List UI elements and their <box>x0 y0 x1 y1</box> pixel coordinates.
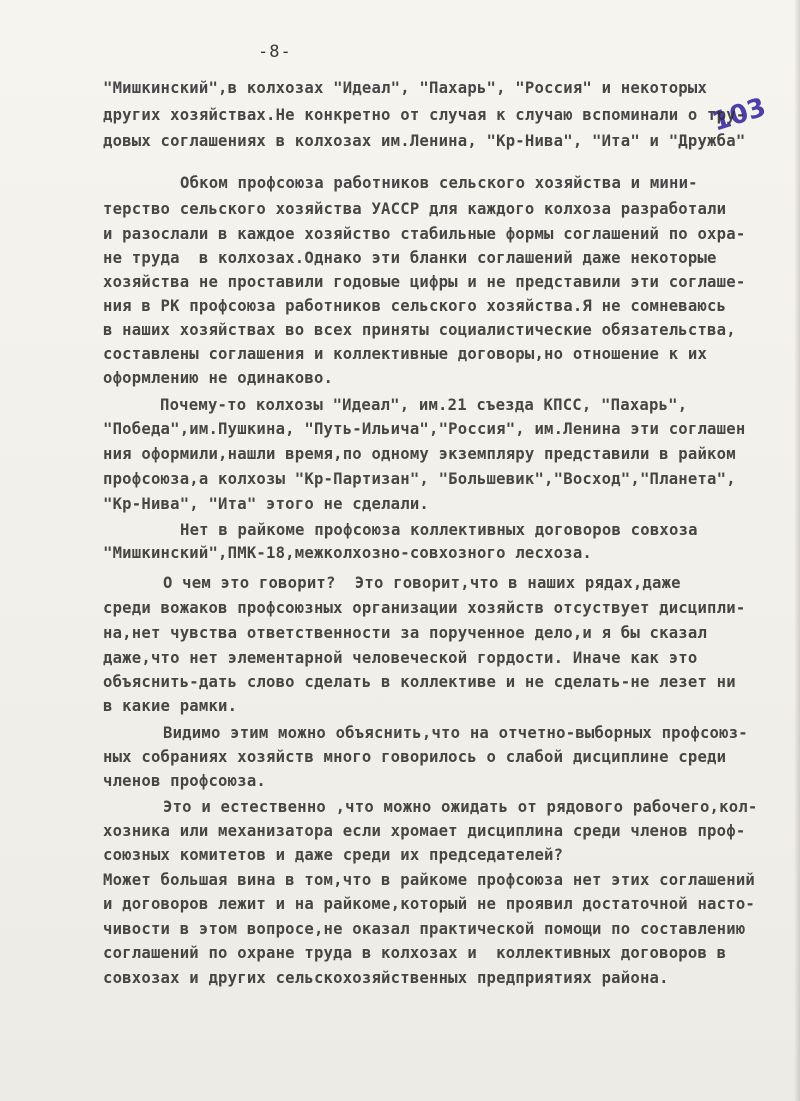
text-line: даже,что нет элементарной человеческой гордости. Иначе как это <box>103 649 698 667</box>
text-line: "Мишкинский",в колхозах "Идеал", "Пахарь", "Россия" и некоторых <box>103 79 708 97</box>
text-line: чивости в этом вопросе,не оказал практической помощи по составлению <box>103 920 746 938</box>
text-line: не труда в колхозах.Однако эти бланки соглашений даже некоторые <box>103 249 717 267</box>
text-line: "Мишкинский",ПМК-18,межколхозно-совхозного лесхоза. <box>103 544 592 562</box>
text-line: соглашений по охране труда в колхозах и коллективных договоров в <box>103 944 727 962</box>
text-line: среди вожаков профсоюзных организации хозяйств отсуствует дисципли- <box>103 599 746 617</box>
text-line: в какие рамки. <box>103 697 238 715</box>
text-line: ных собраниях хозяйств много говорилось о слабой дисциплине среди <box>103 748 727 766</box>
text-line: "Кр-Нива", "Ита" этого не сделали. <box>103 495 429 513</box>
page-number: -8- <box>258 42 292 62</box>
page-edge-shadow <box>794 0 800 1101</box>
text-line: Видимо этим можно объяснить,что на отчетно-выборных профсоюз- <box>163 724 748 742</box>
text-line: и разослали в каждое хозяйство стабильные формы соглашений по охра- <box>103 225 746 243</box>
text-line: союзных комитетов и даже среди их председателей? <box>103 846 564 864</box>
text-line: членов профсоюза. <box>103 772 266 790</box>
text-line: Нет в райкоме профсоюза коллективных договоров совхоза <box>180 521 698 539</box>
text-line: хозника или механизатора если хромает дисциплина среди членов проф- <box>103 822 746 840</box>
text-line: на,нет чувства ответственности за порученное дело,и я бы сказал <box>103 624 708 642</box>
text-line: терство сельского хозяйства УАССР для каждого колхоза разработали <box>103 200 727 218</box>
text-line: объяснить-дать слово сделать в коллективе и не сделать-не лезет ни <box>103 673 736 691</box>
text-line: Обком профсоюза работников сельского хозяйства и мини- <box>180 174 698 192</box>
text-line: в наших хозяйствах во всех приняты социалистические обязательства, <box>103 321 736 339</box>
handwritten-page-annotation: 103 <box>708 92 770 138</box>
text-line: профсоюза,а колхозы "Кр-Партизан", "Большевик","Восход","Планета", <box>103 470 736 488</box>
text-line: и договоров лежит и на райкоме,который не проявил достаточной насто- <box>103 895 755 913</box>
text-line: Может большая вина в том,что в райкоме профсоюза нет этих соглашений <box>103 871 755 889</box>
text-line: Почему-то колхозы "Идеал", им.21 съезда КПСС, "Пахарь", <box>160 396 688 414</box>
text-line: "Победа",им.Пушкина, "Путь-Ильича","Россия", им.Ленина эти соглашен <box>103 420 746 438</box>
text-line: оформлению не одинаково. <box>103 369 334 387</box>
text-line: других хозяйствах.Не конкретно от случая к случаю вспоминали о тру- <box>103 106 746 124</box>
text-line: довых соглашениях в колхозах им.Ленина, "Кр-Нива", "Ита" и "Дружба" <box>103 132 746 150</box>
text-line: ния в РК профсоюза работников сельского хозяйства.Я не сомневаюсь <box>103 297 727 315</box>
text-line: О чем это говорит? Это говорит,что в наших рядах,даже <box>163 574 681 592</box>
text-line: составлены соглашения и коллективные договоры,но отношение к их <box>103 345 708 363</box>
text-line: Это и естественно ,что можно ожидать от рядового рабочего,кол- <box>163 798 758 816</box>
text-line: совхозах и других сельскохозяйственных предприятиях района. <box>103 969 669 987</box>
text-line: хозяйства не проставили годовые цифры и не представили эти соглаше- <box>103 273 746 291</box>
text-line: ния оформили,нашли время,по одному экземпляру представили в райком <box>103 445 736 463</box>
